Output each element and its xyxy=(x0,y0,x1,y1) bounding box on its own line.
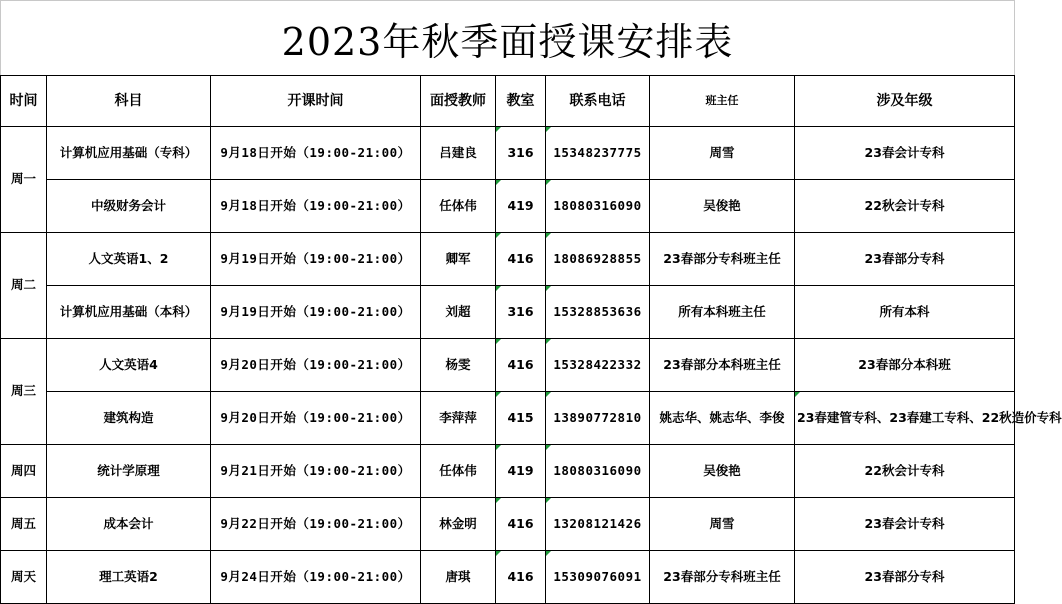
teacher-cell: 任体伟 xyxy=(421,445,496,498)
phone-cell: 18080316090 xyxy=(546,445,650,498)
grades-cell: 23春建管专科、23春建工专科、22秋造价专科 xyxy=(795,392,1015,445)
head-teacher-cell: 23春部分专科班主任 xyxy=(650,551,795,604)
grades-cell: 所有本科 xyxy=(795,286,1015,339)
room-cell: 316 xyxy=(496,286,546,339)
header-head-teacher: 班主任 xyxy=(650,76,795,127)
phone-cell: 15309076091 xyxy=(546,551,650,604)
time-cell: 9月21日开始（19:00-21:00） xyxy=(211,445,421,498)
grades-cell: 23春会计专科 xyxy=(795,498,1015,551)
room-cell: 415 xyxy=(496,392,546,445)
head-teacher-cell: 所有本科班主任 xyxy=(650,286,795,339)
time-cell: 9月18日开始（19:00-21:00） xyxy=(211,127,421,180)
table-row xyxy=(1,392,1015,445)
table-row xyxy=(1,445,1015,498)
subject-cell: 统计学原理 xyxy=(47,445,211,498)
teacher-cell: 唐琪 xyxy=(421,551,496,604)
teacher-cell: 卿军 xyxy=(421,233,496,286)
head-teacher-cell: 23春部分专科班主任 xyxy=(650,233,795,286)
teacher-cell: 任体伟 xyxy=(421,180,496,233)
room-cell: 416 xyxy=(496,339,546,392)
header-teacher: 面授教师 xyxy=(421,76,496,127)
subject-cell: 成本会计 xyxy=(47,498,211,551)
time-cell: 9月19日开始（19:00-21:00） xyxy=(211,233,421,286)
head-teacher-cell: 姚志华、姚志华、李俊 xyxy=(650,392,795,445)
head-teacher-cell: 周雪 xyxy=(650,127,795,180)
grades-cell: 22秋会计专科 xyxy=(795,445,1015,498)
teacher-cell: 李萍萍 xyxy=(421,392,496,445)
head-teacher-cell: 吴俊艳 xyxy=(650,180,795,233)
time-cell: 9月24日开始（19:00-21:00） xyxy=(211,551,421,604)
time-cell: 9月22日开始（19:00-21:00） xyxy=(211,498,421,551)
room-cell: 416 xyxy=(496,551,546,604)
header-time: 开课时间 xyxy=(211,76,421,127)
table-row xyxy=(1,286,1015,339)
room-cell: 416 xyxy=(496,233,546,286)
phone-cell: 15328422332 xyxy=(546,339,650,392)
phone-cell: 13890772810 xyxy=(546,392,650,445)
grades-cell: 22秋会计专科 xyxy=(795,180,1015,233)
table-row xyxy=(1,233,1015,286)
time-cell: 9月18日开始（19:00-21:00） xyxy=(211,180,421,233)
time-cell: 9月20日开始（19:00-21:00） xyxy=(211,339,421,392)
time-cell: 9月20日开始（19:00-21:00） xyxy=(211,392,421,445)
subject-cell: 人文英语4 xyxy=(47,339,211,392)
table-row xyxy=(1,498,1015,551)
head-teacher-cell: 吴俊艳 xyxy=(650,445,795,498)
phone-cell: 18080316090 xyxy=(546,180,650,233)
subject-cell: 中级财务会计 xyxy=(47,180,211,233)
phone-cell: 15348237775 xyxy=(546,127,650,180)
grades-cell: 23春会计专科 xyxy=(795,127,1015,180)
day-cell-mon: 周一 xyxy=(1,127,47,233)
header-phone: 联系电话 xyxy=(546,76,650,127)
room-cell: 416 xyxy=(496,498,546,551)
schedule-table xyxy=(0,75,1062,604)
day-cell-thu: 周四 xyxy=(1,445,47,498)
header-room: 教室 xyxy=(496,76,546,127)
header-day: 时间 xyxy=(1,76,47,127)
header-row xyxy=(1,76,1015,127)
page-title: 2023年秋季面授课安排表 xyxy=(0,0,1015,75)
subject-cell: 理工英语2 xyxy=(47,551,211,604)
phone-cell: 15328853636 xyxy=(546,286,650,339)
room-cell: 419 xyxy=(496,180,546,233)
room-cell: 316 xyxy=(496,127,546,180)
day-cell-tue: 周二 xyxy=(1,233,47,339)
table-row xyxy=(1,180,1015,233)
subject-cell: 建筑构造 xyxy=(47,392,211,445)
phone-cell: 13208121426 xyxy=(546,498,650,551)
header-grades: 涉及年级 xyxy=(795,76,1015,127)
phone-cell: 18086928855 xyxy=(546,233,650,286)
head-teacher-cell: 周雪 xyxy=(650,498,795,551)
table-row xyxy=(1,127,1015,180)
grades-cell: 23春部分本科班 xyxy=(795,339,1015,392)
teacher-cell: 吕建良 xyxy=(421,127,496,180)
table-row xyxy=(1,339,1015,392)
head-teacher-cell: 23春部分本科班主任 xyxy=(650,339,795,392)
grades-cell: 23春部分专科 xyxy=(795,233,1015,286)
time-cell: 9月19日开始（19:00-21:00） xyxy=(211,286,421,339)
header-subject: 科目 xyxy=(47,76,211,127)
teacher-cell: 林金明 xyxy=(421,498,496,551)
day-cell-fri: 周五 xyxy=(1,498,47,551)
grades-cell: 23春部分专科 xyxy=(795,551,1015,604)
teacher-cell: 杨雯 xyxy=(421,339,496,392)
table-row xyxy=(1,551,1015,604)
room-cell: 419 xyxy=(496,445,546,498)
day-cell-wed: 周三 xyxy=(1,339,47,445)
day-cell-sun: 周天 xyxy=(1,551,47,604)
teacher-cell: 刘超 xyxy=(421,286,496,339)
subject-cell: 计算机应用基础（专科） xyxy=(47,127,211,180)
subject-cell: 计算机应用基础（本科） xyxy=(47,286,211,339)
subject-cell: 人文英语1、2 xyxy=(47,233,211,286)
